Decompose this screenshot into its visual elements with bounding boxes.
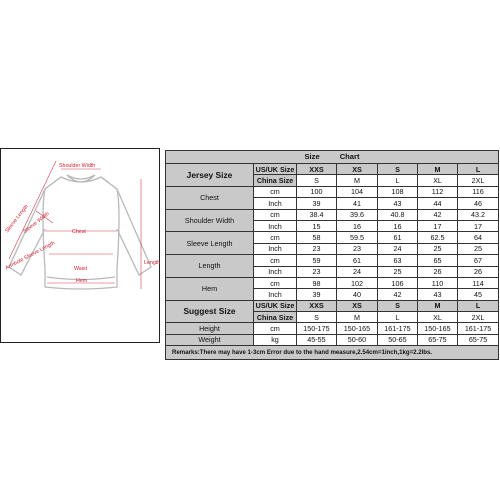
value-cell: 17 [418,220,458,231]
value-cell: 42 [378,289,418,300]
value-cell: 161-175 [378,323,418,334]
size-cell: XS [337,164,378,175]
china-size-label: China Size [254,312,297,323]
size-cell: M [418,300,458,311]
value-cell: 24 [337,266,378,277]
sleeve-length-cm-row [166,232,499,243]
size-cell: L [378,312,418,323]
size-cell: L [458,300,499,311]
value-cell: 50-60 [337,334,378,345]
length-label: Length [144,260,161,266]
waist-label: Waist [74,266,88,272]
value-cell: 112 [418,186,458,197]
value-cell: 24 [378,243,418,254]
value-cell: 25 [378,266,418,277]
value-cell: 16 [337,220,378,231]
height-label: Height [166,323,254,334]
unit-cell: Inch [254,220,297,231]
size-cell: L [458,164,499,175]
china-size-label: China Size [254,175,297,186]
value-cell: 43.2 [458,209,499,220]
value-cell: 102 [337,277,378,288]
sleeve-length-label: Sleeve Length [4,203,30,235]
measurement-name: Length [166,255,254,278]
value-cell: 108 [378,186,418,197]
value-cell: 61 [337,255,378,266]
value-cell: 23 [337,243,378,254]
shoulder-width-label: Shoulder Width [59,163,96,169]
unit-cell: cm [254,209,297,220]
size-cell: S [297,312,337,323]
value-cell: 104 [337,186,378,197]
chart-title: Size Chart [166,151,499,164]
value-cell: 110 [418,277,458,288]
value-cell: 23 [297,266,337,277]
suggest-size-us-row [166,300,499,311]
value-cell: 26 [458,266,499,277]
value-cell: 40 [337,289,378,300]
jersey-size-header: Jersey Size [166,164,254,187]
size-cell: S [378,300,418,311]
value-cell: 67 [458,255,499,266]
unit-cell: cm [254,255,297,266]
suggest-size-header: Suggest Size [166,300,254,323]
chest-label: Chest [72,229,86,235]
value-cell: 40.8 [378,209,418,220]
length-cm-row [166,255,499,266]
value-cell: 59 [297,255,337,266]
unit-cell: Inch [254,198,297,209]
size-cell: M [418,164,458,175]
value-cell: 43 [378,198,418,209]
measurement-name: Hem [166,277,254,300]
value-cell: 58 [297,232,337,243]
size-cell: M [337,175,378,186]
unit-cell: cm [254,277,297,288]
sleeve-width-label: Sleeve Width [22,210,51,235]
value-cell: 39 [297,198,337,209]
value-cell: 45-55 [297,334,337,345]
size-chart-table [165,150,499,360]
measurement-name: Sleeve Length [166,232,254,255]
jersey-outline-illustration [1,149,159,342]
chart-title-row [166,151,499,164]
size-cell: XS [337,300,378,311]
size-cell: XL [418,175,458,186]
size-cell: L [378,175,418,186]
value-cell: 17 [458,220,499,231]
jersey-diagram [0,148,160,343]
value-cell: 65-75 [458,334,499,345]
hem-cm-row [166,277,499,288]
size-cell: XXS [297,164,337,175]
value-cell: 15 [297,220,337,231]
armhole-sleeve-length-label: Armhole Sleeve Length [4,240,56,272]
value-cell: 38.4 [297,209,337,220]
value-cell: 26 [418,266,458,277]
value-cell: 39.6 [337,209,378,220]
value-cell: 45 [458,289,499,300]
height-row [166,323,499,334]
measurement-name: Chest [166,186,254,209]
value-cell: 150-165 [418,323,458,334]
value-cell: 62.5 [418,232,458,243]
unit-cell: Inch [254,243,297,254]
unit-cell: cm [254,232,297,243]
value-cell: 63 [378,255,418,266]
value-cell: 114 [458,277,499,288]
value-cell: 16 [378,220,418,231]
value-cell: 39 [297,289,337,300]
value-cell: 106 [378,277,418,288]
unit-cell: kg [254,334,297,345]
value-cell: 25 [418,243,458,254]
value-cell: 46 [458,198,499,209]
weight-row [166,334,499,345]
unit-cell: Inch [254,266,297,277]
hem-label: Hem [76,278,88,284]
size-cell: XXS [297,300,337,311]
value-cell: 150-175 [297,323,337,334]
remarks-text: Remarks:There may have 1-3cm Error due to the hand measure,2.54cm=1inch,1kg=2.2lbs. [166,346,499,360]
measurement-name: Shoulder Width [166,209,254,232]
size-cell: S [378,164,418,175]
value-cell: 23 [297,243,337,254]
value-cell: 116 [458,186,499,197]
size-cell: 2XL [458,312,499,323]
unit-cell: Inch [254,289,297,300]
value-cell: 41 [337,198,378,209]
value-cell: 161-175 [458,323,499,334]
value-cell: 44 [418,198,458,209]
unit-cell: cm [254,323,297,334]
remarks-row [166,346,499,360]
value-cell: 100 [297,186,337,197]
shoulder-width-cm-row [166,209,499,220]
value-cell: 98 [297,277,337,288]
value-cell: 43 [418,289,458,300]
value-cell: 59.5 [337,232,378,243]
value-cell: 61 [378,232,418,243]
value-cell: 50-65 [378,334,418,345]
value-cell: 25 [458,243,499,254]
value-cell: 65 [418,255,458,266]
value-cell: 42 [418,209,458,220]
size-cell: S [297,175,337,186]
jersey-size-us-row [166,164,499,175]
unit-cell: cm [254,186,297,197]
us-uk-size-label: US/UK Size [254,164,297,175]
value-cell: 150-165 [337,323,378,334]
size-cell: 2XL [458,175,499,186]
size-cell: XL [418,312,458,323]
size-cell: M [337,312,378,323]
value-cell: 65-75 [418,334,458,345]
value-cell: 64 [458,232,499,243]
chest-cm-row [166,186,499,197]
weight-label: Weight [166,334,254,345]
us-uk-size-label: US/UK Size [254,300,297,311]
